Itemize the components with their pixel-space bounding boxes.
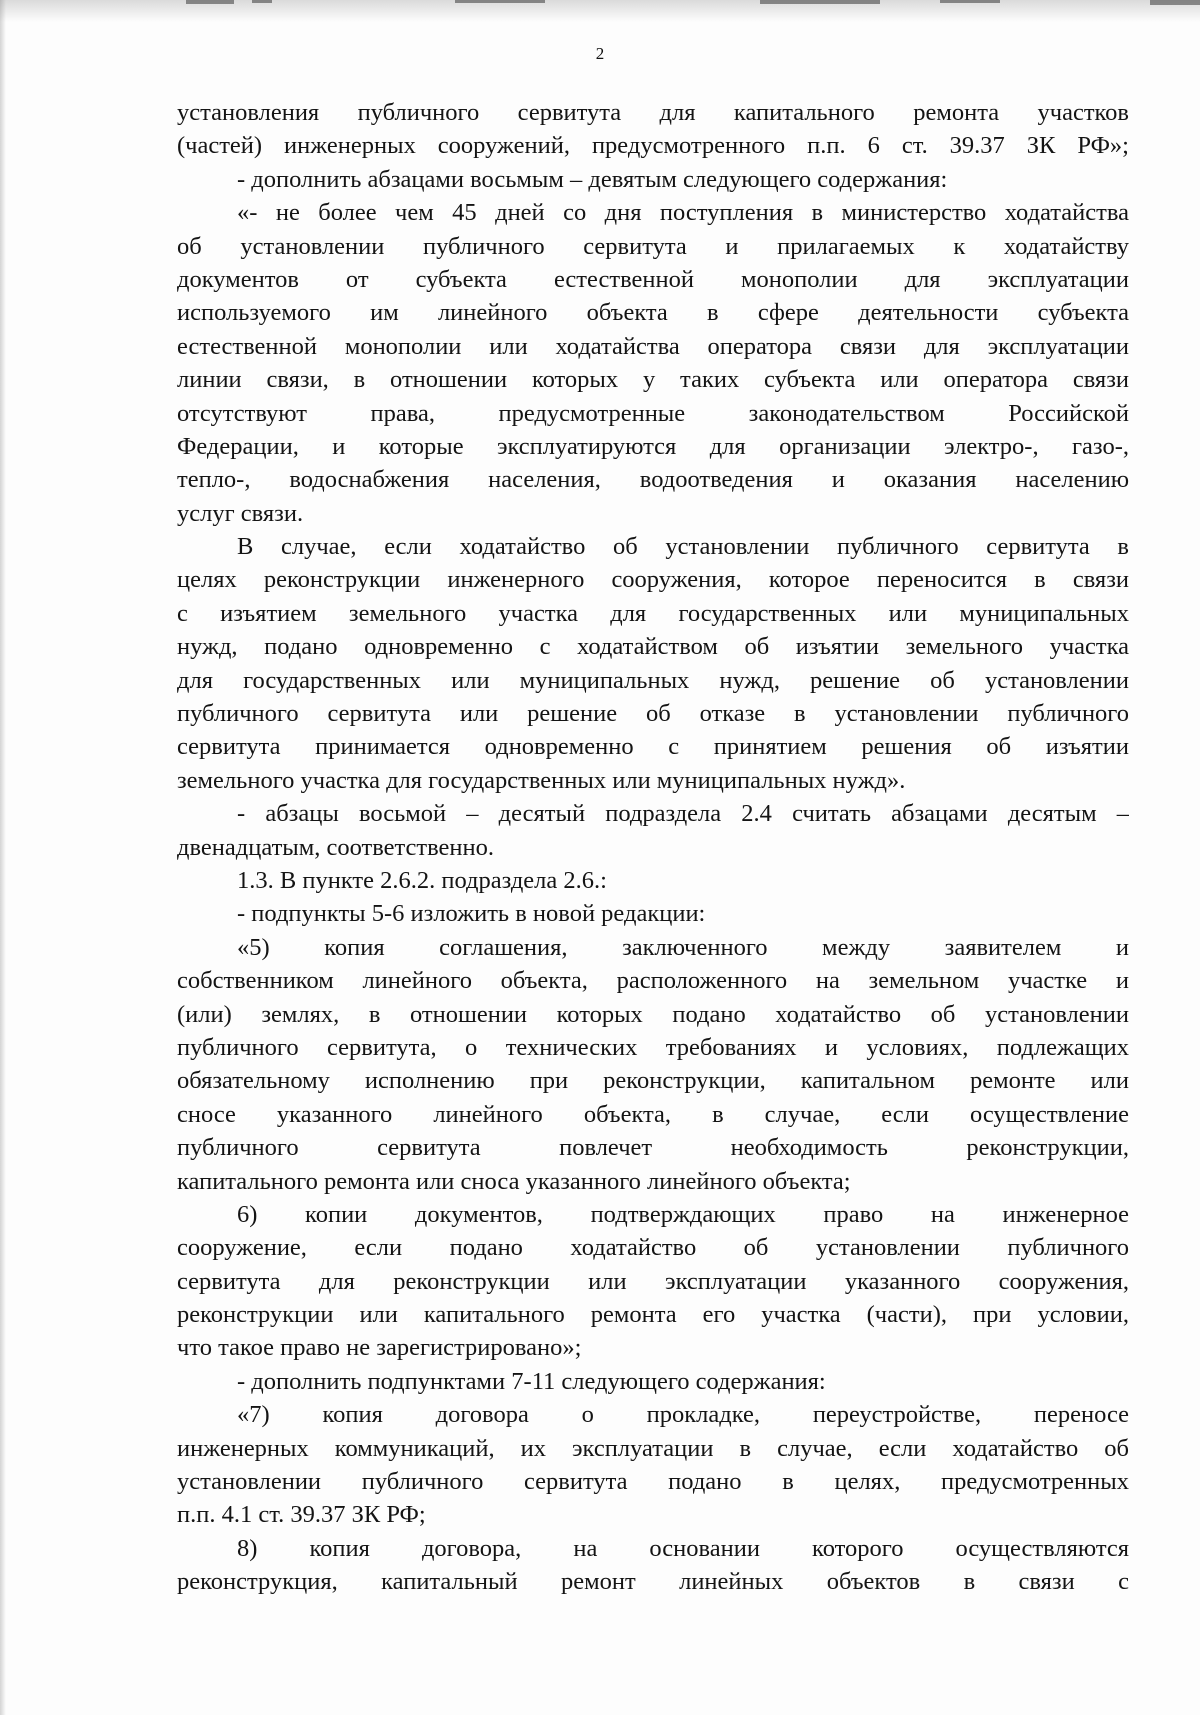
text-line: реконструкции или капитального ремонта его участка (части), при условии,	[177, 1301, 1129, 1329]
text-line: публичного сервитута, о технических требованиях и условиях, подлежащих	[177, 1033, 1129, 1061]
text-line: капитального ремонта или сноса указанного линейного объекта;	[177, 1167, 851, 1195]
text-line: сервитута принимается одновременно с принятием решения об изъятии	[177, 733, 1129, 761]
text-line: 6) копии документов, подтверждающих право на инженерное	[237, 1200, 1129, 1228]
text-line: документов от субъекта естественной монополии для эксплуатации	[177, 265, 1129, 293]
text-line: естественной монополии или ходатайства оператора связи для эксплуатации	[177, 332, 1129, 360]
text-line: для государственных или муниципальных нужд, решение об установлении	[177, 666, 1129, 694]
text-line: «7) копия договора о прокладке, переустройстве, переносе	[237, 1401, 1129, 1429]
text-line: 8) копия договора, на основании которого осуществляются	[237, 1534, 1129, 1562]
scan-artifact	[1150, 0, 1200, 5]
text-line: тепло-, водоснабжения населения, водоотведения и оказания населению	[177, 466, 1129, 494]
text-line: «5) копия соглашения, заключенного между заявителем и	[237, 933, 1129, 961]
text-line: обязательному исполнению при реконструкции, капитальном ремонте или	[177, 1067, 1129, 1095]
scan-artifact	[252, 0, 272, 3]
text-line: инженерных коммуникаций, их эксплуатации в случае, если ходатайство об	[177, 1434, 1129, 1462]
text-line: используемого им линейного объекта в сфере деятельности субъекта	[177, 299, 1129, 327]
text-line: публичного сервитута повлечет необходимость реконструкции,	[177, 1134, 1129, 1162]
page-number: 2	[595, 44, 605, 63]
text-line: - дополнить абзацами восьмым – девятым следующего содержания:	[237, 165, 948, 193]
text-line: 1.3. В пункте 2.6.2. подраздела 2.6.:	[237, 866, 607, 894]
text-line: - абзацы восьмой – десятый подраздела 2.4 считать абзацами десятым –	[237, 800, 1129, 828]
text-line: собственником линейного объекта, расположенного на земельном участке и	[177, 967, 1129, 995]
document-body	[177, 96, 1129, 1599]
text-line: п.п. 4.1 ст. 39.37 ЗК РФ;	[177, 1501, 426, 1529]
text-line: публичного сервитута или решение об отказе в установлении публичного	[177, 700, 1129, 728]
text-line: сносе указанного линейного объекта, в случае, если осуществление	[177, 1100, 1129, 1128]
text-line: Федерации, и которые эксплуатируются для организации электро-, газо-,	[177, 432, 1129, 460]
text-line: - подпункты 5-6 изложить в новой редакции:	[237, 900, 706, 928]
text-line: двенадцатым, соответственно.	[177, 833, 495, 861]
text-line: В случае, если ходатайство об установлении публичного сервитута в	[237, 533, 1129, 561]
scan-artifact	[455, 0, 545, 3]
scan-top-edge	[0, 0, 1200, 22]
text-line: установлении публичного сервитута подано в целях, предусмотренных	[177, 1468, 1129, 1496]
scan-artifact	[760, 0, 880, 4]
text-line: отсутствуют права, предусмотренные законодательством Российской	[177, 399, 1129, 427]
scan-artifact	[186, 0, 234, 4]
text-line: сооружение, если подано ходатайство об установлении публичного	[177, 1234, 1129, 1262]
text-line: (частей) инженерных сооружений, предусмотренного п.п. 6 ст. 39.37 ЗК РФ»;	[177, 132, 1129, 160]
text-line: - дополнить подпунктами 7-11 следующего содержания:	[237, 1367, 826, 1395]
scan-left-edge	[0, 0, 6, 1715]
text-line: реконструкция, капитальный ремонт линейных объектов в связи с	[177, 1568, 1129, 1596]
text-line: нужд, подано одновременно с ходатайством об изъятии земельного участка	[177, 633, 1129, 661]
text-line: что такое право не зарегистрировано»;	[177, 1334, 582, 1362]
text-line: «- не более чем 45 дней со дня поступления в министерство ходатайства	[237, 199, 1129, 227]
scan-artifact	[940, 0, 1000, 3]
text-line: целях реконструкции инженерного сооружения, которое переносится в связи	[177, 566, 1129, 594]
text-line: земельного участка для государственных или муниципальных нужд».	[177, 766, 906, 794]
text-line: линии связи, в отношении которых у таких субъекта или оператора связи	[177, 366, 1129, 394]
text-line: с изъятием земельного участка для государственных или муниципальных	[177, 599, 1129, 627]
text-line: услуг связи.	[177, 499, 304, 527]
text-line: установления публичного сервитута для капитального ремонта участков	[177, 99, 1129, 126]
text-line: (или) землях, в отношении которых подано ходатайство об установлении	[177, 1000, 1129, 1028]
text-line: об установлении публичного сервитута и прилагаемых к ходатайству	[177, 232, 1129, 260]
text-line: сервитута для реконструкции или эксплуатации указанного сооружения,	[177, 1267, 1129, 1295]
